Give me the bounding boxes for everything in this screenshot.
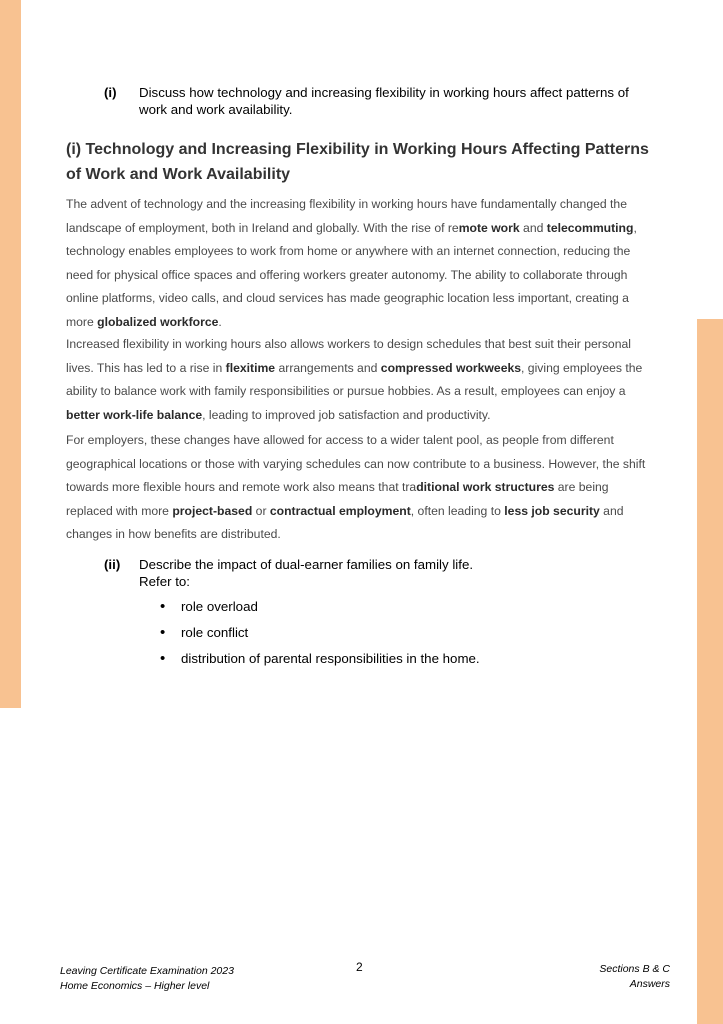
answer-paragraph-2: Increased flexibility in working hours also allows workers to design schedules that best suit their personal lives. This has led to a rise in flexitime arrangements and compressed workweeks, giving employees the ability to balance work with family responsibilities or pursue hobbies. As a result, employees can enjoy a better work-life balance, leading to improved job satisfaction and productivity. (66, 337, 643, 422)
question-ii-bullet-list (160, 597, 480, 675)
question-ii-line-2: Refer to: (139, 574, 190, 589)
question-i-text: Discuss how technology and increasing flexibility in working hours affect patterns of work and work availability. (139, 85, 629, 117)
footer-answers: Answers (629, 978, 670, 990)
page-number: 2 (356, 960, 363, 974)
answer-title: (i) Technology and Increasing Flexibility in Working Hours Affecting Patterns of Work and Work Availability (66, 141, 649, 183)
question-ii-number: (ii) (104, 557, 121, 572)
right-accent-bar (697, 319, 723, 1024)
bullet-item: • role overload (160, 597, 480, 623)
footer-sections: Sections B & C (599, 963, 670, 975)
question-ii-line-1: Describe the impact of dual-earner families on family life. (139, 557, 474, 572)
question-ii-text (139, 556, 473, 590)
footer-section-info (599, 962, 670, 992)
answer-paragraph-3: For employers, these changes have allowed for access to a wider talent pool, as people from different geographical locations or those with varying schedules can now contribute to a business. However, the shift towards more flexible hours and remote work also means that traditional work structures are being replaced with more project-based or contractual employment, often leading to less job security and changes in how benefits are distributed. (66, 433, 646, 541)
footer-subject-level: Home Economics – Higher level (60, 980, 210, 992)
bullet-item: • role conflict (160, 623, 480, 649)
footer-exam-title: Leaving Certificate Examination 2023 (60, 965, 234, 977)
bullet-item: • distribution of parental responsibilities in the home. (160, 649, 480, 675)
question-i-number: (i) (104, 85, 117, 100)
footer-exam-info (60, 964, 234, 994)
left-accent-bar (0, 0, 21, 708)
answer-paragraph-1: The advent of technology and the increasing flexibility in working hours have fundamentally changed the landscape of employment, both in Ireland and globally. With the rise of remote work and telecommuting, technology enables employees to work from home or anywhere with an internet connection, reducing the need for physical office spaces and offering workers greater autonomy. The ability to collaborate through online platforms, video calls, and cloud services has made geographic location less important, creating a more globalized workforce. (66, 197, 637, 329)
